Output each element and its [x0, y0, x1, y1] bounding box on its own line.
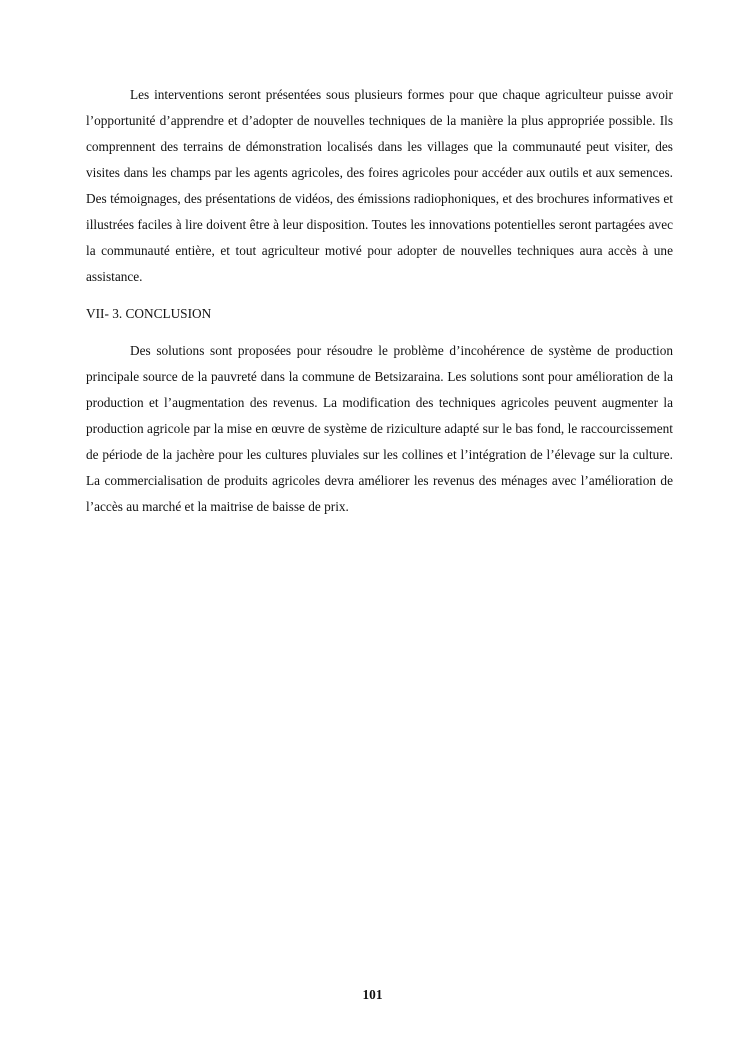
section-heading-conclusion: VII- 3. CONCLUSION [86, 306, 212, 321]
page-number: 101 [362, 987, 383, 1002]
paragraph-interventions: Les interventions seront présentées sous plusieurs formes pour que chaque agriculteur puisse avoir l’opportunité d’apprendre et d’adopter de nouvelles techniques de la manière la plus appropriée possible. Ils comprennent des terrains de démonstration localisés dans les villages que la communauté peut visiter, des visites dans les champs par les agents agricoles, des foires agricoles pour accéder aux outils et aux semences. Des témoignages, des présentations de vidéos, des émissions radiophoniques, et des brochures informatives et illustrées faciles à lire doivent être à leur disposition. Toutes les innovations potentielles seront partagées avec la communauté entière, et tout agriculteur motivé pour adopter de nouvelles techniques aura accès à une assistance. [86, 87, 673, 284]
page-content [86, 82, 673, 520]
paragraph-conclusion: Des solutions sont proposées pour résoudre le problème d’incohérence de système de production principale source de la pauvreté dans la commune de Betsizaraina. Les solutions sont pour amélioration de la production et l’augmentation des revenus. La modification des techniques agricoles peuvent augmenter la production agricole par la mise en œuvre de système de riziculture adapté sur le bas fond, le raccourcissement de période de la jachère pour les cultures pluviales sur les collines et l’intégration de l’élevage sur la culture. La commercialisation de produits agricoles devra améliorer les revenus des ménages avec l’amélioration de l’accès au marché et la maitrise de baisse de prix. [86, 343, 673, 514]
